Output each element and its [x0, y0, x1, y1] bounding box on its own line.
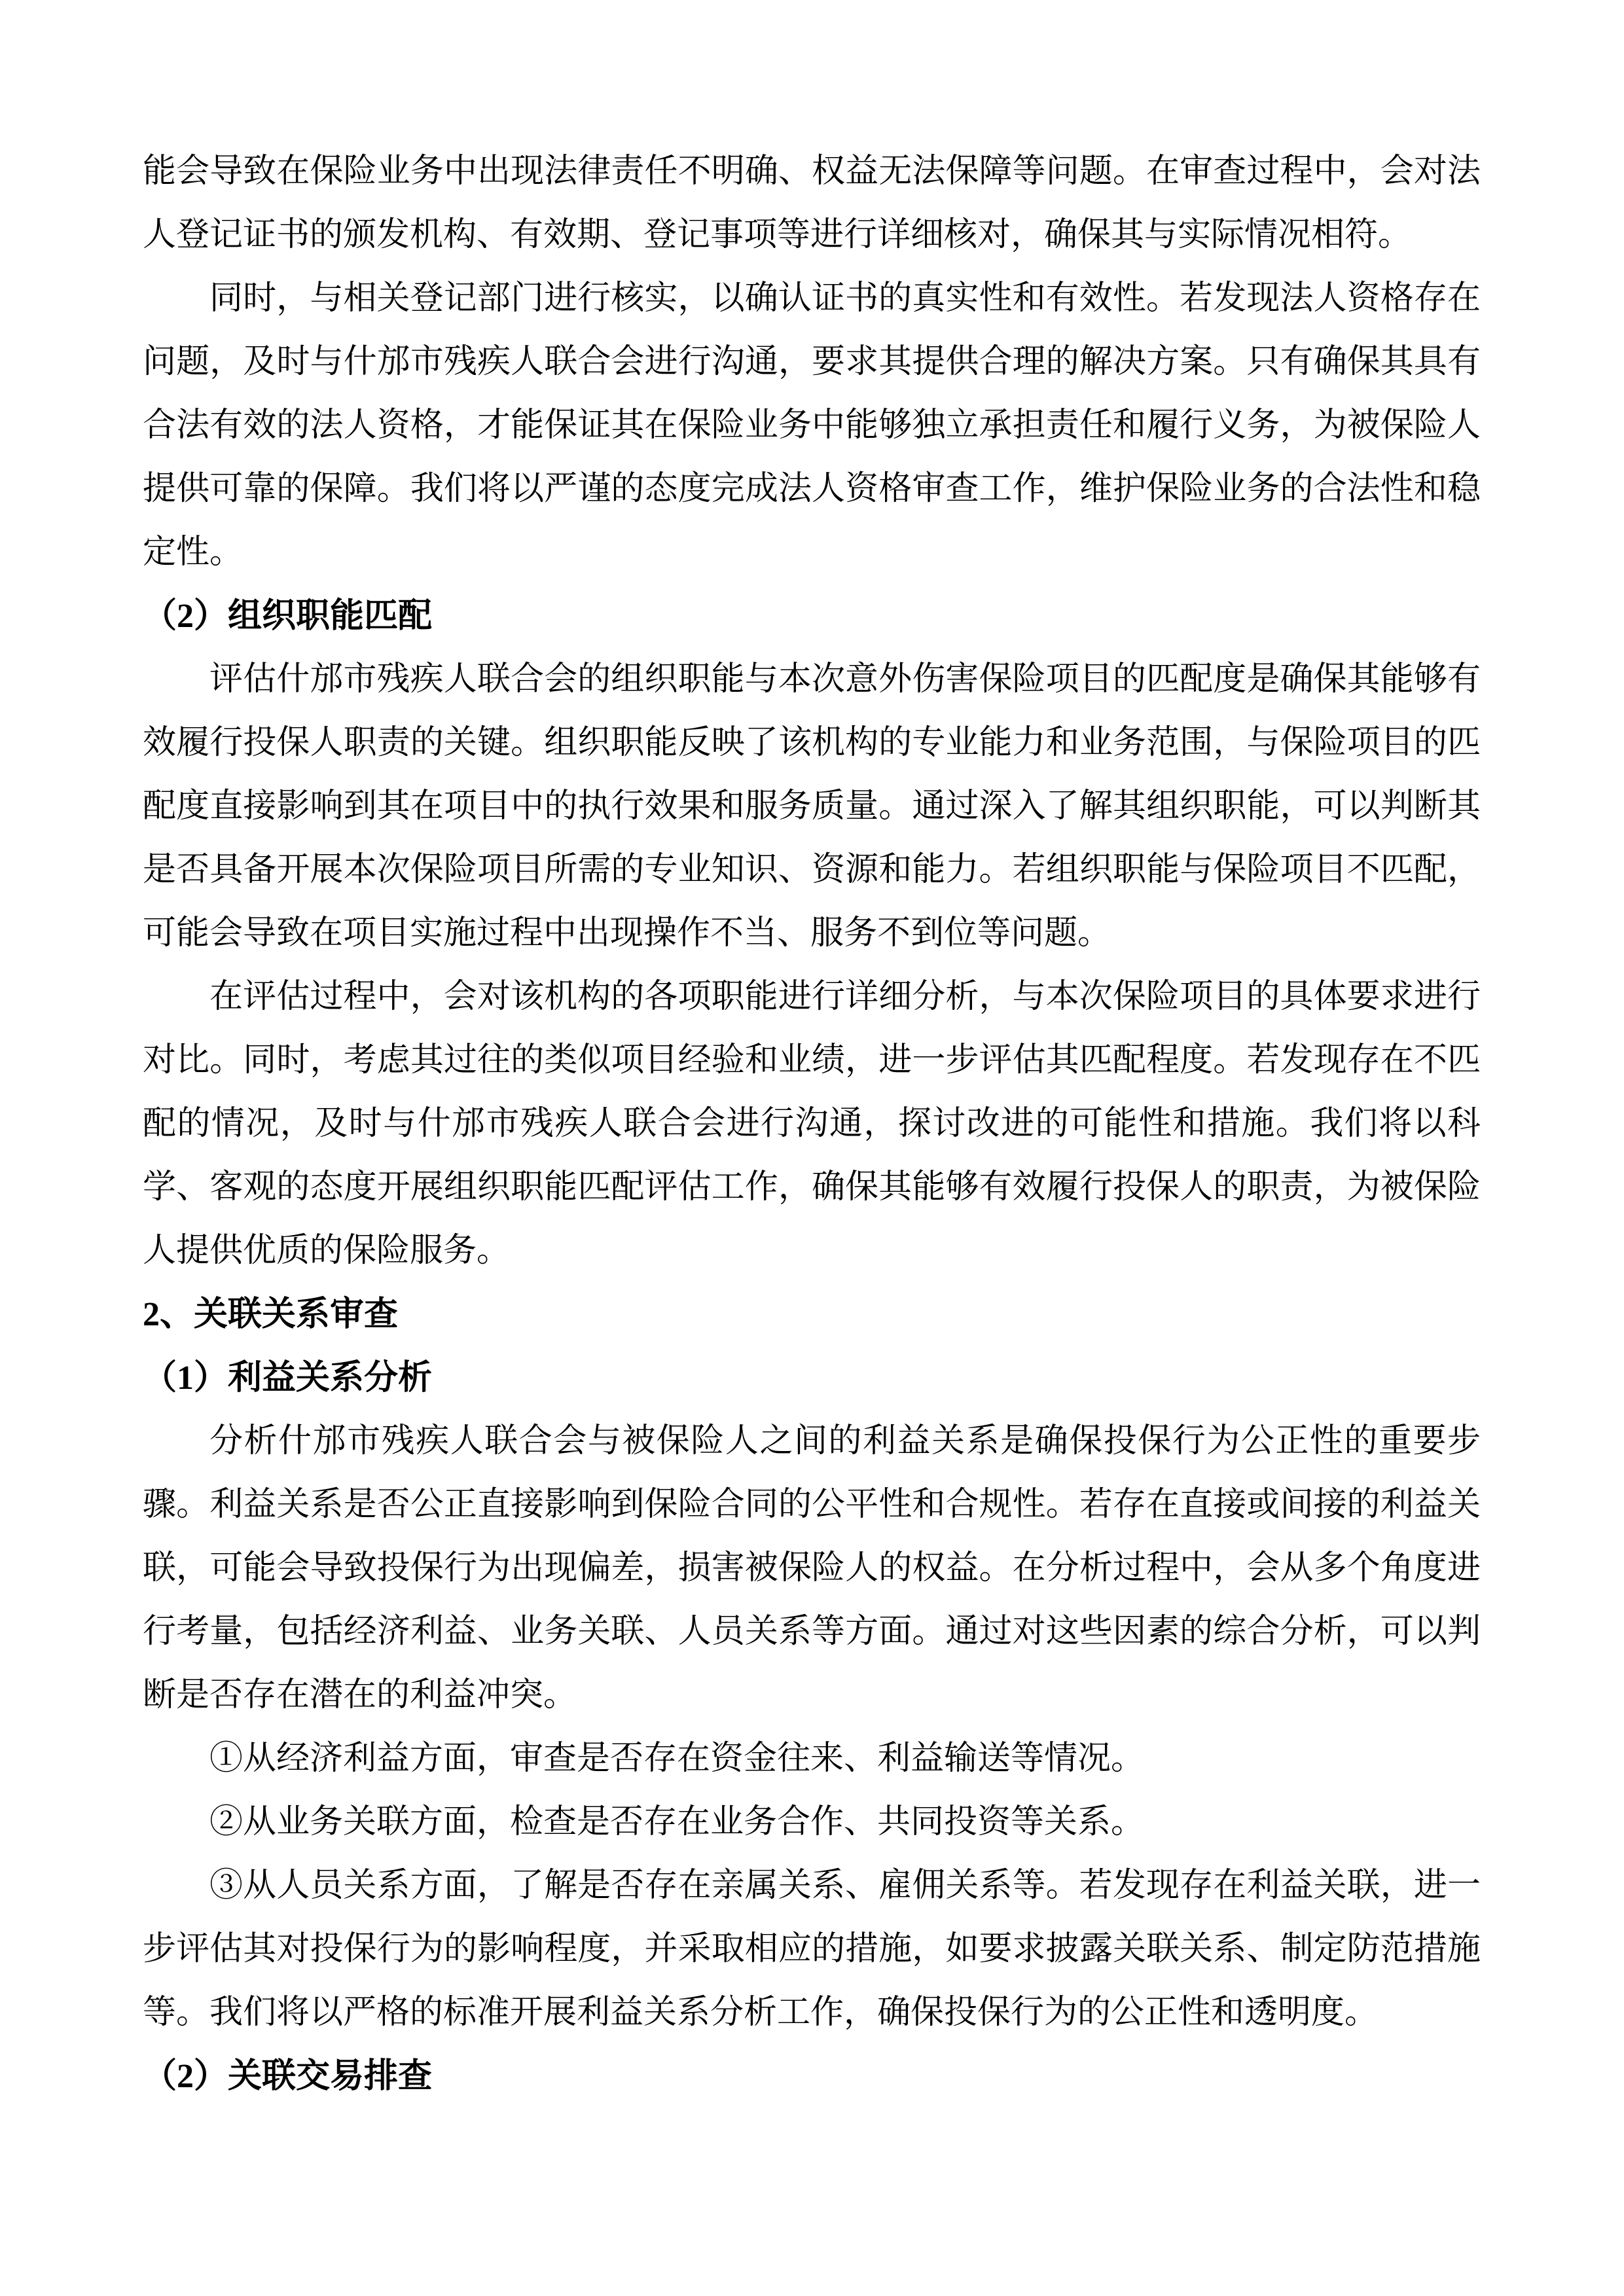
body-paragraph: ②从业务关联方面，检查是否存在业务合作、共同投资等关系。 [209, 1804, 1145, 1840]
body-paragraph: ③从人员关系方面，了解是否存在亲属关系、雇佣关系等。若发现存在利益关联，进一步评估其对投保行为的影响程度，并采取相应的措施，如要求披露关联关系、制定防范措施等。我们将以严格的标准开展利益关系分析工作，确保投保行为的公正性和透明度。 [143, 1867, 1481, 2031]
body-paragraph: 评估什邡市残疾人联合会的组织职能与本次意外伤害保险项目的匹配度是确保其能够有效履行投保人职责的关键。组织职能反映了该机构的专业能力和业务范围，与保险项目的匹配度直接影响到其在项目中的执行效果和服务质量。通过深入了解其组织职能，可以判断其是否具备开展本次保险项目所需的专业知识、资源和能力。若组织职能与保险项目不匹配，可能会导致在项目实施过程中出现操作不当、服务不到位等问题。 [143, 661, 1481, 952]
section-heading: 2、关联关系审查 [143, 1296, 399, 1333]
body-paragraph: 在评估过程中，会对该机构的各项职能进行详细分析，与本次保险项目的具体要求进行对比。同时，考虑其过往的类似项目经验和业绩，进一步评估其匹配程度。若发现存在不匹配的情况，及时与什邡市残疾人联合会进行沟通，探讨改进的可能性和措施。我们将以科学、客观的态度开展组织职能匹配评估工作，确保其能够有效履行投保人的职责，为被保险人提供优质的保险服务。 [143, 978, 1481, 1269]
body-paragraph: ①从经济利益方面，审查是否存在资金往来、利益输送等情况。 [209, 1740, 1145, 1777]
section-heading: （2）组织职能匹配 [143, 598, 433, 635]
section-heading: （2）关联交易排查 [143, 2058, 433, 2095]
body-paragraph: 能会导致在保险业务中出现法律责任不明确、权益无法保障等问题。在审查过程中，会对法人登记证书的颁发机构、有效期、登记事项等进行详细核对，确保其与实际情况相符。 [143, 153, 1481, 253]
body-paragraph: 分析什邡市残疾人联合会与被保险人之间的利益关系是确保投保行为公正性的重要步骤。利益关系是否公正直接影响到保险合同的公平性和合规性。若存在直接或间接的利益关联，可能会导致投保行为出现偏差，损害被保险人的权益。在分析过程中，会从多个角度进行考量，包括经济利益、业务关联、人员关系等方面。通过对这些因素的综合分析，可以判断是否存在潜在的利益冲突。 [143, 1423, 1481, 1713]
section-heading: （1）利益关系分析 [143, 1359, 433, 1397]
document-body [143, 140, 1481, 2108]
body-paragraph: 同时，与相关登记部门进行核实，以确认证书的真实性和有效性。若发现法人资格存在问题，及时与什邡市残疾人联合会进行沟通，要求其提供合理的解决方案。只有确保其具有合法有效的法人资格，才能保证其在保险业务中能够独立承担责任和履行义务，为被保险人提供可靠的保障。我们将以严谨的态度完成法人资格审查工作，维护保险业务的合法性和稳定性。 [143, 280, 1481, 571]
